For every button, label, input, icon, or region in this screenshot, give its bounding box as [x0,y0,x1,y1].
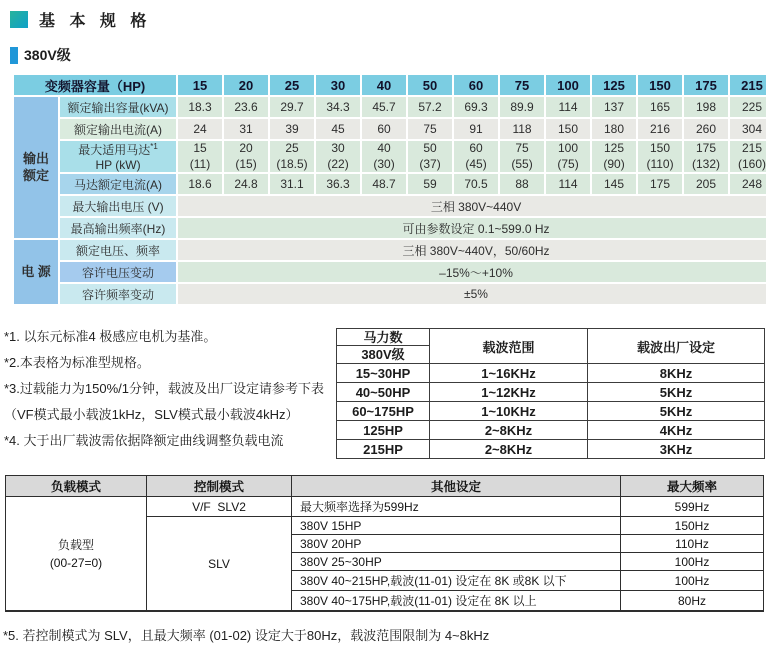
hp-column-header: 175 [684,75,728,95]
spec-row-motor-current [14,174,766,194]
load-type-cell [6,497,147,612]
footnote-1: *1. 以东元标准4 极感应电机为基准。 [4,329,217,345]
spec-value: 88 [500,174,544,194]
section-output-line2: 额定 [22,167,49,183]
footnote-ref: *1 [150,142,158,152]
spec-value: 25 (18.5) [270,141,314,172]
carrier-header-row [337,329,765,364]
hp-column-header: 100 [546,75,590,95]
motor-label-line2: HP (kW) [95,158,141,173]
carrier-range: 1~16KHz [430,364,588,383]
hp-column-header: 15 [178,75,222,95]
load-type-line1: 负载型 [57,537,94,552]
footnotes-block [4,322,336,454]
spec-value: 165 [638,97,682,117]
section-title: 380V级 [24,47,71,63]
spec-value: 145 [592,174,636,194]
carrier-hp: 40~50HP [337,383,430,402]
carrier-row [337,402,765,421]
spec-merged-value: 三相 380V~440V [178,196,766,216]
spec-value: 175 (132) [684,141,728,172]
carrier-header-range: 载波范围 [430,329,588,364]
spec-table [12,73,766,306]
spec-value: 24 [178,119,222,139]
mode-row [6,497,764,517]
spec-value: 31.1 [270,174,314,194]
mode-header-load: 负载模式 [6,476,147,497]
carrier-table [336,328,765,459]
section-output-line1: 输出 [22,150,49,166]
row-label-freq-tolerance: 容许频率变动 [60,284,176,304]
spec-value: 89.9 [500,97,544,117]
control-mode-vf: V/F SLV2 [147,497,292,517]
max-freq-value: 150Hz [621,517,764,535]
carrier-range: 2~8KHz [430,421,588,440]
hp-column-header: 30 [316,75,360,95]
spec-merged-value: 三相 380V~440V，50/60Hz [178,240,766,260]
spec-value: 60 (45) [454,141,498,172]
footnote-4: *4. 大于出厂载波需依据降额定曲线调整负载电流 [4,433,284,449]
spec-value: 175 [638,174,682,194]
carrier-hp: 60~175HP [337,402,430,421]
mode-header-maxfreq: 最大频率 [621,476,764,497]
spec-header-row [14,75,766,95]
max-freq-value: 100Hz [621,553,764,571]
spec-value: 57.2 [408,97,452,117]
spec-value: 198 [684,97,728,117]
carrier-default: 3KHz [588,440,765,459]
spec-value: 29.7 [270,97,314,117]
footnote-5: *5. 若控制模式为 SLV，且最大频率 (01-02) 设定大于80Hz，载波范围限制为 4~8kHz [3,628,490,644]
spec-value: 36.3 [316,174,360,194]
carrier-hp: 125HP [337,421,430,440]
spec-value: 260 [684,119,728,139]
hp-column-header: 50 [408,75,452,95]
spec-value: 39 [270,119,314,139]
section-header [10,45,766,65]
carrier-hp: 215HP [337,440,430,459]
spec-value: 150 (110) [638,141,682,172]
spec-value: 48.7 [362,174,406,194]
spec-value: 34.3 [316,97,360,117]
mode-header-control: 控制模式 [147,476,292,497]
spec-value: 69.3 [454,97,498,117]
mode-header-row [6,476,764,497]
spec-value: 114 [546,174,590,194]
section-label-output [14,97,58,238]
other-setting: 380V 20HP [292,535,621,553]
spec-value: 45.7 [362,97,406,117]
row-label-amp: 额定输出电流(A) [60,119,176,139]
other-setting: 380V 40~175HP,载波(11-01) 设定在 8K 以上 [292,591,621,612]
spec-value: 180 [592,119,636,139]
spec-row-amp [14,119,766,139]
spec-value: 125 (90) [592,141,636,172]
carrier-header-hp [337,329,430,364]
section-label-power: 电 源 [14,240,58,304]
spec-merged-value: ±5% [178,284,766,304]
page-title: 基 本 规 格 [39,13,152,30]
spec-value: 225 [730,97,766,117]
load-mode-table [5,475,764,612]
spec-value: 75 (55) [500,141,544,172]
mode-header-other: 其他设定 [292,476,621,497]
spec-row-rated-vf [14,240,766,260]
spec-row-motor [14,141,766,172]
spec-value: 15 (11) [178,141,222,172]
spec-row-kva [14,97,766,117]
hp-column-header: 75 [500,75,544,95]
notes-and-carrier-section [4,322,766,459]
spec-value: 60 [362,119,406,139]
motor-label-line1: 最大适用马达$^{*1}$ [78,142,158,158]
spec-value: 30 (22) [316,141,360,172]
spec-value: 137 [592,97,636,117]
spec-value: 215 (160) [730,141,766,172]
spec-value: 216 [638,119,682,139]
spec-row-volt-tolerance [14,262,766,282]
spec-value: 91 [454,119,498,139]
page-header [10,8,766,31]
carrier-row [337,364,765,383]
carrier-range: 1~10KHz [430,402,588,421]
carrier-row [337,383,765,402]
spec-merged-value: 可由参数设定 0.1~599.0 Hz [178,218,766,238]
row-label-rated-vf: 额定电压、频率 [60,240,176,260]
spec-value: 18.6 [178,174,222,194]
spec-value: 304 [730,119,766,139]
hp-column-header: 125 [592,75,636,95]
spec-value: 31 [224,119,268,139]
carrier-default: 5KHz [588,402,765,421]
spec-corner-header: 变频器容量（HP) [14,75,176,95]
carrier-header-hp-line1: 马力数 [337,329,429,346]
carrier-row [337,421,765,440]
carrier-default: 4KHz [588,421,765,440]
max-freq-value: 100Hz [621,571,764,591]
load-type-line2: (00-27=0) [49,555,103,570]
row-label-max-voltage: 最大输出电压 (V) [60,196,176,216]
other-setting: 380V 15HP [292,517,621,535]
max-freq-value: 110Hz [621,535,764,553]
hp-column-header: 150 [638,75,682,95]
other-setting: 最大频率选择为599Hz [292,497,621,517]
spec-value: 45 [316,119,360,139]
title-square-icon [10,11,28,28]
spec-value: 50 (37) [408,141,452,172]
spec-value: 75 [408,119,452,139]
carrier-header-default: 载波出厂设定 [588,329,765,364]
row-label-volt-tolerance: 容许电压变动 [60,262,176,282]
spec-value: 100 (75) [546,141,590,172]
control-mode-slv: SLV [147,517,292,612]
other-setting: 380V 25~30HP [292,553,621,571]
hp-column-header: 40 [362,75,406,95]
hp-column-header: 60 [454,75,498,95]
hp-column-header: 215 [730,75,766,95]
spec-value: 205 [684,174,728,194]
spec-value: 24.8 [224,174,268,194]
row-label-motor-current: 马达额定电流(A) [60,174,176,194]
spec-value: 114 [546,97,590,117]
spec-value: 40 (30) [362,141,406,172]
spec-value: 20 (15) [224,141,268,172]
footnote-3: *3.过载能力为150%/1分钟，载波及出厂设定请参考下表 [4,381,324,397]
spec-value: 150 [546,119,590,139]
subtitle-bar-icon [10,47,18,64]
row-label-kva: 额定输出容量(kVA) [60,97,176,117]
carrier-default: 5KHz [588,383,765,402]
row-label-motor [60,141,176,172]
spec-value: 70.5 [454,174,498,194]
hp-column-header: 20 [224,75,268,95]
max-freq-value: 599Hz [621,497,764,517]
row-label-max-freq: 最高输出频率(Hz) [60,218,176,238]
carrier-row [337,440,765,459]
spec-value: 18.3 [178,97,222,117]
other-setting: 380V 40~215HP,载波(11-01) 设定在 8K 或8K 以下 [292,571,621,591]
carrier-range: 2~8KHz [430,440,588,459]
carrier-range: 1~12KHz [430,383,588,402]
footnote-3b: （VF模式最小载波1kHz，SLV模式最小载波4kHz） [4,407,299,423]
carrier-header-hp-line2: 380V级 [361,347,405,363]
max-freq-value: 80Hz [621,591,764,612]
footnote-2: *2.本表格为标准型规格。 [4,355,150,371]
spec-row-max-freq [14,218,766,238]
carrier-hp: 15~30HP [337,364,430,383]
spec-value: 23.6 [224,97,268,117]
spec-merged-value: –15%～+10% [178,262,766,282]
spec-row-freq-tolerance [14,284,766,304]
spec-value: 118 [500,119,544,139]
hp-column-header: 25 [270,75,314,95]
spec-row-max-voltage [14,196,766,216]
spec-value: 248 [730,174,766,194]
spec-value: 59 [408,174,452,194]
carrier-default: 8KHz [588,364,765,383]
